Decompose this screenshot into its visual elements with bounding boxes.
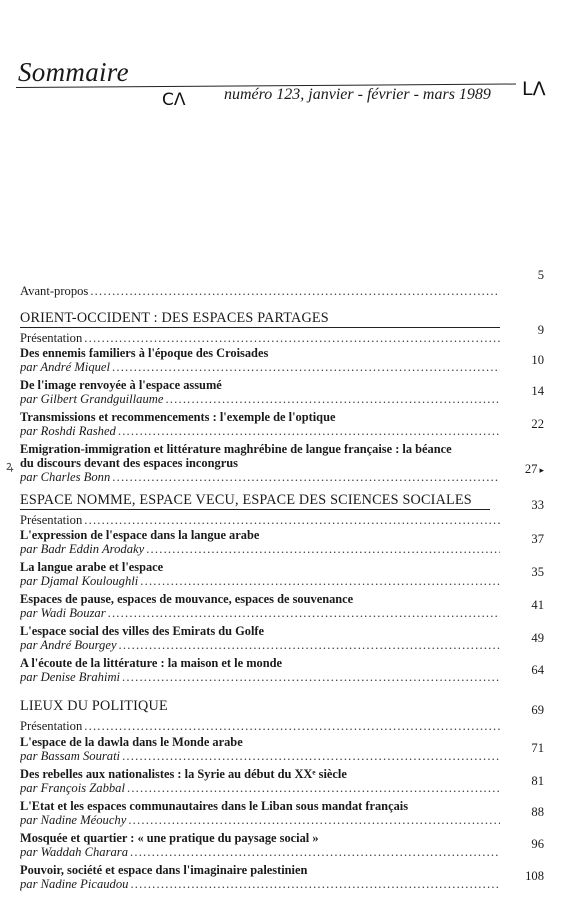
page-title: Sommaire [18,57,129,87]
page-number: 41 [531,598,544,612]
page-number: 64 [531,663,544,677]
article-title: L'espace de la dawla dans le Monde arabe [20,735,243,749]
leader-dots [84,513,500,527]
toc-entry [20,831,544,863]
toc-section [20,698,544,895]
article-title: Mosquée et quartier : « une pratique du paysage social » [20,831,319,845]
toc-entry [20,378,544,410]
toc-entry [20,624,544,656]
article-title: Des ennemis familiers à l'époque des Croisades [20,346,269,360]
article-author: par Badr Eddin Arodaky [20,542,145,556]
leader-dots [90,284,500,298]
leader-dots [165,392,500,406]
toc-entry [20,346,544,378]
toc-entry [6,442,544,486]
toc-entry [20,656,544,688]
leader-dots [140,574,500,588]
table-of-contents [6,268,544,895]
leader-dots [128,813,500,827]
page-number: 9 [537,323,544,337]
toc-entry [20,767,544,799]
article-title: L'Etat et les espaces communautaires dans le Liban sous mandat français [20,799,409,813]
page-number: 37 [531,532,544,546]
leader-dots [84,719,500,733]
page-number: 22 [531,417,544,431]
article-author: par Waddah Charara [20,845,128,859]
article-author: par Charles Bonn [20,470,111,484]
article-author: par Nadine Méouchy [20,813,127,827]
leader-dots [130,877,500,891]
leader-dots [122,749,500,763]
article-title: Transmissions et recommencements : l'exemple de l'optique [20,410,336,424]
handwritten-mark-right: LΛ [522,78,546,100]
page-number: 69 [531,703,544,717]
section-heading: ESPACE NOMME, ESPACE VECU, ESPACE DES SCIENCES SOCIALES [20,492,490,510]
toc-entry [20,735,544,767]
leader-dots [130,845,500,859]
leader-dots [108,606,500,620]
article-title: L'espace social des villes des Emirats du Golfe [20,624,265,638]
page-number: 96 [531,837,544,851]
article-title: Pouvoir, société et espace dans l'imaginaire palestinien [20,863,308,877]
article-title-continued: du discours devant des espaces incongrus [20,456,238,470]
page-number: 88 [531,805,544,819]
page-number: 5 [537,268,544,282]
article-author: par Wadi Bouzar [20,606,106,620]
page-number: 27 [524,462,538,476]
toc-section [6,310,544,486]
article-author: par Gilbert Grandguillaume [20,392,164,406]
leader-dots [112,360,500,374]
page-number: 108 [525,869,544,883]
article-title: Des rebelles aux nationalistes : la Syrie au début du XXᵉ siècle [20,767,347,781]
avant-propos-label: Avant-propos [20,284,89,298]
article-title: L'expression de l'espace dans la langue arabe [20,528,260,542]
article-author: par Bassam Sourati [20,749,121,763]
section-heading: ORIENT-OCCIDENT : DES ESPACES PARTAGES [20,310,500,328]
leader-dots [118,424,500,438]
article-author: par André Miquel [20,360,111,374]
handwritten-mark-left: ϹΛ [162,90,186,110]
page-number: 71 [531,741,544,755]
article-title: La langue arabe et l'espace [20,560,164,574]
article-author: par Djamal Kouloughli [20,574,139,588]
toc-entry [20,528,544,560]
toc-entry [20,592,544,624]
article-author: par François Zabbal [20,781,125,795]
article-title: A l'écoute de la littérature : la maison et le monde [20,656,282,670]
leader-dots [84,331,500,345]
article-author: par Nadine Picaudou [20,877,129,891]
toc-entry-presentation [20,323,544,346]
article-title: Espaces de pause, espaces de mouvance, espaces de souvenance [20,592,354,606]
page-number: 10 [531,353,544,367]
margin-annotation-mark: ꝝ [6,458,14,473]
toc-section [20,492,544,688]
toc-entry [20,410,544,442]
page-number: 49 [531,631,544,645]
article-author: par André Bourgey [20,638,117,652]
page-number: 14 [531,384,544,398]
toc-entry [20,799,544,831]
leader-dots [146,542,500,556]
page-number: 35 [531,565,544,579]
page-number: 81 [531,774,544,788]
issue-info: numéro 123, janvier - février - mars 1989 [224,86,491,103]
article-title: Emigration-immigration et littérature maghrébine de langue française : la béance [20,442,452,456]
toc-entry-avant-propos [20,268,544,302]
leader-dots [112,470,500,484]
article-author: par Denise Brahimi [20,670,121,684]
presentation-label: Présentation [20,513,83,527]
article-author: par Roshdi Rashed [20,424,116,438]
page-number: 33 [531,498,544,512]
presentation-label: Présentation [20,719,83,733]
section-heading: LIEUX DU POLITIQUE [20,698,168,714]
toc-entry [20,560,544,592]
article-title: De l'image renvoyée à l'espace assumé [20,378,222,392]
leader-dots [122,670,500,684]
toc-entry [20,863,544,895]
leader-dots [127,781,500,795]
leader-dots [119,638,500,652]
arrow-mark-icon: ▸ [539,465,544,475]
presentation-label: Présentation [20,331,83,345]
